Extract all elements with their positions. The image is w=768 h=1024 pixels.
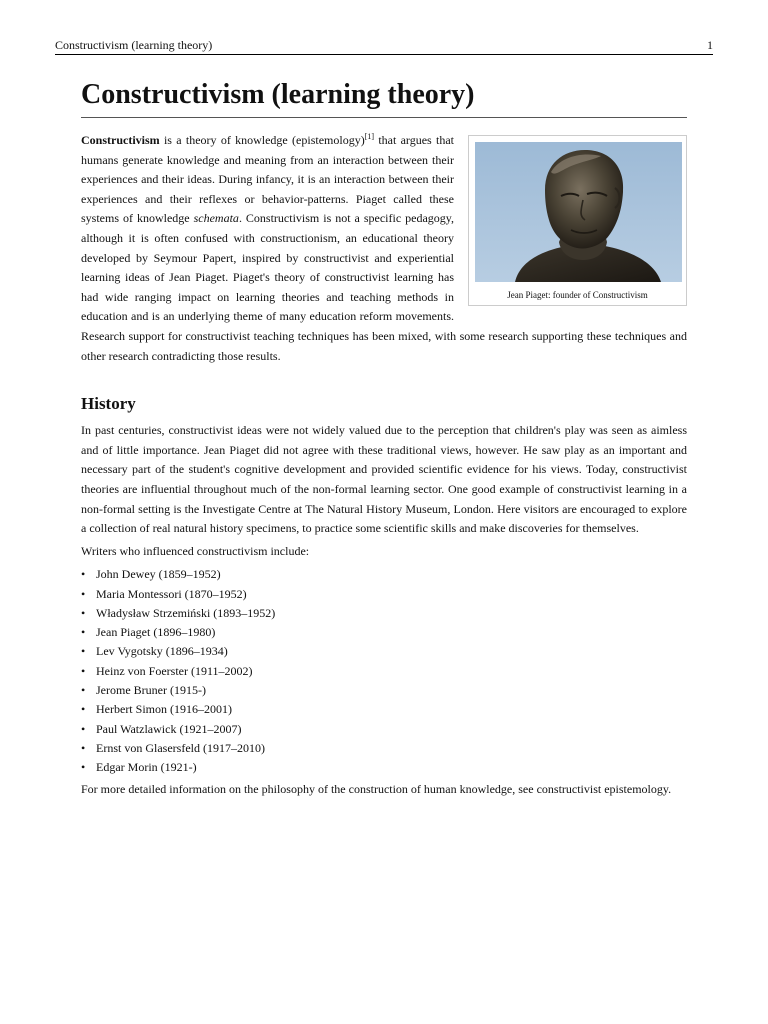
page-title: Constructivism (learning theory) [81,77,687,118]
list-item [81,720,687,739]
list-item [81,662,687,681]
writer-name: Ernst von Glasersfeld (1917–2010) [96,740,265,755]
citation-link[interactable]: [1] [364,132,375,141]
bullet-icon: • [81,721,86,736]
bullet-icon: • [81,683,86,698]
list-item [81,700,687,719]
piaget-bust-image [475,142,682,282]
bullet-icon: • [81,760,86,775]
running-header [55,38,713,55]
writers-list [81,565,687,777]
bullet-icon: • [81,663,86,678]
list-item [81,585,687,604]
list-item [81,758,687,777]
bullet-icon: • [81,567,86,582]
more-info-paragraph: For more detailed information on the philosophy of the construction of human knowledge, see constructivist epistemology. [81,781,672,796]
list-item [81,642,687,661]
bullet-icon: • [81,625,86,640]
writer-name: Jerome Bruner (1915-) [96,683,206,698]
list-item [81,623,687,642]
figure-box [468,135,687,306]
bullet-icon: • [81,702,86,717]
writers-lead: Writers who influenced constructivism include: [81,543,310,558]
history-paragraph: In past centuries, constructivist ideas were not widely valued due to the perception that children's play was seen as aimless and of little importance. Jean Piaget did not agree with these traditional views, however. He saw play as an important and necessary part of the student's cognitive development and provided scientific evidence for his views. Today, constructivist theories are influential throughout much of the non-formal learning sector. One good example of constructivist learning in a non-formal setting is the Investigate Centre at The Natural History Museum, London. Here visitors are encouraged to explore a collection of real natural history specimens, to practice some scientific skills and make discoveries for themselves. [81,423,687,536]
writer-name: Maria Montessori (1870–1952) [96,586,247,601]
intro-text-2: that argues that humans generate knowledge and meaning from an interaction between their experiences and their ideas. During infancy, it is an interaction between their experiences and their reflexes or behavior-patterns. Piaget called these systems of knowledge [81,133,454,226]
intro-text-1: is a theory of knowledge (epistemology) [159,133,365,147]
bullet-icon: • [81,740,86,755]
lead-term: Constructivism [81,133,160,147]
bullet-icon: • [81,605,86,620]
list-item [81,565,687,584]
history-heading: History [81,394,136,414]
writer-name: Jean Piaget (1896–1980) [96,625,216,640]
schemata-term: schemata [193,211,239,226]
list-item [81,604,687,623]
bullet-icon: • [81,586,86,601]
writer-name: Heinz von Foerster (1911–2002) [96,663,253,678]
list-item [81,681,687,700]
page-number: 1 [707,38,713,52]
writer-name: Edgar Morin (1921-) [96,760,197,775]
writer-name: Władysław Strzemiński (1893–1952) [96,605,276,620]
running-header-title: Constructivism (learning theory) [55,38,213,52]
writer-name: John Dewey (1859–1952) [96,567,221,582]
writer-name: Paul Watzlawick (1921–2007) [96,721,242,736]
writer-name: Lev Vygotsky (1896–1934) [96,644,228,659]
bullet-icon: • [81,644,86,659]
intro-text-3: . Constructivism is not a specific pedagogy, although it is often confused with constructionism, an educational theory developed by Seymour Papert, inspired by constructivist and experiential learning ideas of Jean Piaget. Piaget's theory of constructivist learning has had wide ranging impact on learning theories and teaching methods in education and is an underlying theme of many education reform movements. Research support for constructivist teaching techniques has been mixed, with some research supporting these techniques and other research contradicting those results. [81,211,687,363]
writer-name: Herbert Simon (1916–2001) [96,702,232,717]
figure-caption: Jean Piaget: founder of Constructivism [507,290,648,300]
article-body [81,77,687,799]
list-item [81,739,687,758]
